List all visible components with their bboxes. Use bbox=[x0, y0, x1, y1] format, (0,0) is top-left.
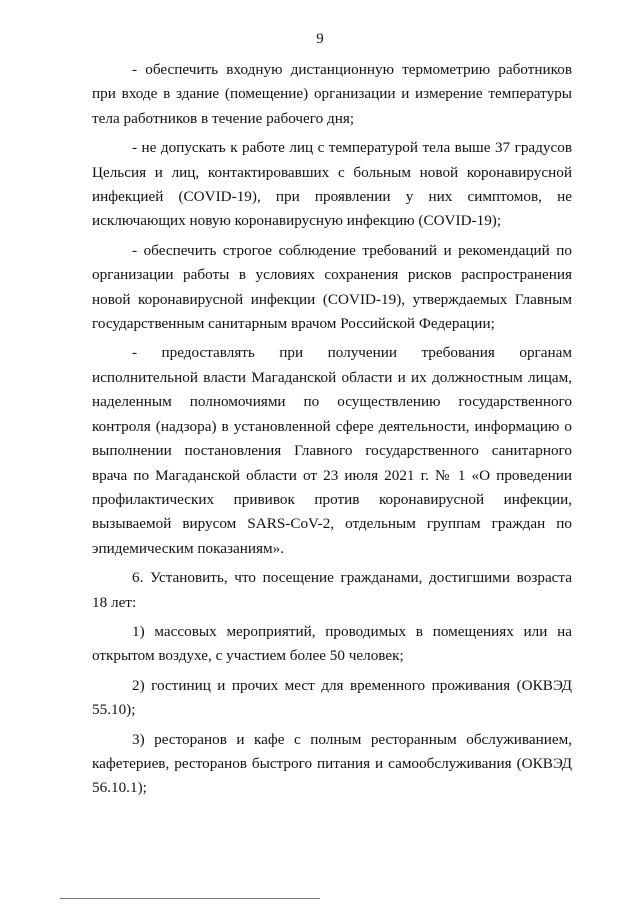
document-body bbox=[92, 58, 572, 806]
paragraph-item-6-3: 3) ресторанов и кафе с полным ресторанным обслуживанием, кафетериев, ресторанов быстрого питания и самообслуживания (ОКВЭД 56.10.1); bbox=[92, 730, 572, 797]
paragraph-thermometry: - обеспечить входную дистанционную термометрию работников при входе в здание (помещение) организации и измерение температуры тела работников в течение рабочего дня; bbox=[92, 61, 572, 127]
paragraph-requirements-compliance: - обеспечить строгое соблюдение требований и рекомендаций по организации работы в условиях сохранения рисков распространения новой коронавирусной инфекции (COVID-19), утверждаемых Главным государственным санитарным врачом Российской Федерации; bbox=[92, 241, 572, 333]
paragraph-item-6: 6. Установить, что посещение гражданами, достигшими возраста 18 лет: bbox=[92, 569, 572, 611]
page-number: 9 bbox=[316, 31, 324, 47]
paragraph-item-6-2: 2) гостиниц и прочих мест для временного проживания (ОКВЭД 55.10); bbox=[92, 676, 572, 719]
footer-divider bbox=[60, 898, 320, 899]
paragraph-information-provision: - предоставлять при получении требования органам исполнительной власти Магаданской области и их должностным лицам, наделенным полномочиями по осуществлению государственного контроля (надзора) в установленной сфере деятельности, информацию о выполнении постановления Главного государственного санитарного врача по Магаданской области от 23 июля 2021 г. № 1 «О проведении профилактических прививок против коронавирусной инфекции, вызываемой вирусом SARS-CoV-2, отдельным группам граждан по эпидемическим показаниям». bbox=[92, 344, 572, 557]
paragraph-temperature-admission: - не допускать к работе лиц с температурой тела выше 37 градусов Цельсия и лиц, контактировавших с больным новой коронавирусной инфекцией (COVID-19), при проявлении у них симптомов, не исключающих новую коронавирусную инфекцию (COVID-19); bbox=[92, 139, 572, 230]
paragraph-item-6-1: 1) массовых мероприятий, проводимых в помещениях или на открытом воздухе, с участием более 50 человек; bbox=[92, 622, 572, 665]
